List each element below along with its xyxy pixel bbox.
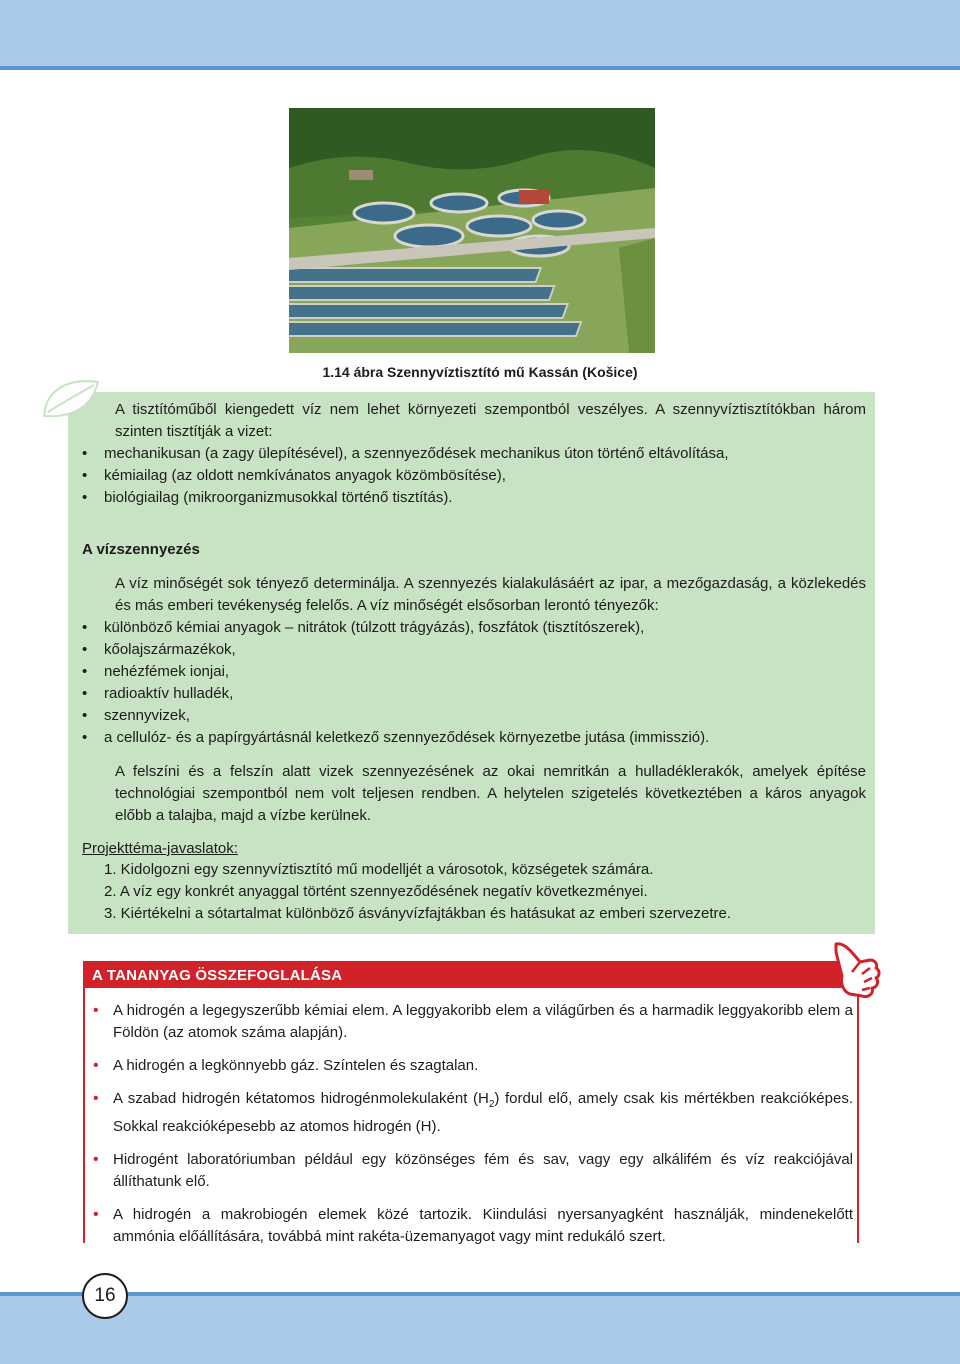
footer-band <box>0 1292 960 1364</box>
list-item <box>93 1088 853 1138</box>
subscript-2: 2 <box>488 1099 495 1110</box>
list-item: • A hidrogén a legkönnyebb gáz. Színtelen és szagtalan. <box>93 1055 853 1077</box>
pollution-paragraph: A víz minőségét sok tényező determinálja. A szennyezés kialakulásáért az ipar, a mezőgazdaság, a közlekedés és más emberi tevékenység felelős. A víz minőségét elsősorban lerontó tényezők: <box>115 575 866 614</box>
landfill-paragraph: A felszíni és a felszín alatt vizek szennyezésének az okai nemritkán a hulladéklerakók, amelyek építése technológiai szempontból nem volt teljesen rendben. A helytelen szigetelés következtében a káros anyagok előbb a talajba, majd a vízbe kerülnek. <box>115 763 866 824</box>
figure-caption: 1.14 ábra Szennyvíztisztító mű Kassán (Košice) <box>322 364 638 380</box>
pollution-factors-list <box>82 617 866 749</box>
list-item: 1. Kidolgozni egy szennyvíztisztító mű modelljét a városotok, községetek számára. <box>104 861 654 878</box>
section-heading: A vízszennyezés <box>82 541 200 558</box>
intro-block <box>82 399 866 509</box>
summary-list <box>93 1000 853 1259</box>
list-item: • mechanikusan (a zagy ülepítésével), a szennyeződések mechanikus úton történő eltávolítása, <box>82 443 866 465</box>
list-item: • radioaktív hulladék, <box>82 683 866 705</box>
page-number: 16 <box>94 1285 116 1306</box>
list-item: • nehézfémek ionjai, <box>82 661 866 683</box>
list-item: • biológiailag (mikroorganizmusokkal történő tisztítás). <box>82 487 866 509</box>
landfill-block <box>82 761 866 827</box>
list-item: 2. A víz egy konkrét anyaggal történt szennyeződésének negatív következményei. <box>104 883 648 900</box>
list-item: • különböző kémiai anyagok – nitrátok (túlzott trágyázás), foszfátok (tisztítószerek), <box>82 617 866 639</box>
item3-text-start: A szabad hidrogén kétatomos hidrogénmolekulaként (H <box>113 1090 489 1107</box>
pollution-block <box>82 573 866 749</box>
wastewater-plant-photo <box>289 108 655 353</box>
top-header-line <box>0 66 960 70</box>
list-item: • kőolajszármazékok, <box>82 639 866 661</box>
projects-title: Projekttéma-javaslatok: <box>82 840 238 857</box>
list-item: • A hidrogén a legegyszerűbb kémiai elem. A leggyakoribb elem a világűrben és a harmadik leggyakoribb elem a Földön (az atomok száma alapján). <box>93 1000 853 1044</box>
item3-text-end: ) fordul elő, amely csak kis mértékben reakcióképes. Sokkal reakcióképesebb az atomos hidrogén (H). <box>113 1090 853 1135</box>
pointing-hand-icon <box>830 938 886 1008</box>
list-item: • Hidrogént laboratóriumban például egy közönséges fém és sav, vagy egy alkálifém és víz reakciójával állíthatunk elő. <box>93 1149 853 1193</box>
projects-list <box>104 859 731 925</box>
list-item: • kémiailag (az oldott nemkívánatos anyagok közömbösítése), <box>82 465 866 487</box>
list-item: 3. Kiértékelni a sótartalmat különböző ásványvízfajtákban és hatásukat az emberi szervezetre. <box>104 905 731 922</box>
treatment-levels-list <box>82 443 866 509</box>
list-item: • szennyvizek, <box>82 705 866 727</box>
top-header-band <box>0 0 960 66</box>
summary-heading: A TANANYAG ÖSSZEFOGLALÁSA <box>83 961 859 988</box>
footer-line <box>0 1292 960 1296</box>
intro-paragraph: A tisztítóműből kiengedett víz nem lehet környezeti szempontból veszélyes. A szennyvíztisztítókban három szinten tisztítják a vizet: <box>115 401 866 440</box>
list-item: • a cellulóz- és a papírgyártásnál keletkező szennyeződések környezetbe jutása (immisszió). <box>82 727 866 749</box>
list-item: • A hidrogén a makrobiogén elemek közé tartozik. Kiindulási nyersanyagként használják, mindenekelőtt ammónia előállítására, továbbá mint rakéta-üzemanyagot vagy mint redukáló szert. <box>93 1204 853 1248</box>
